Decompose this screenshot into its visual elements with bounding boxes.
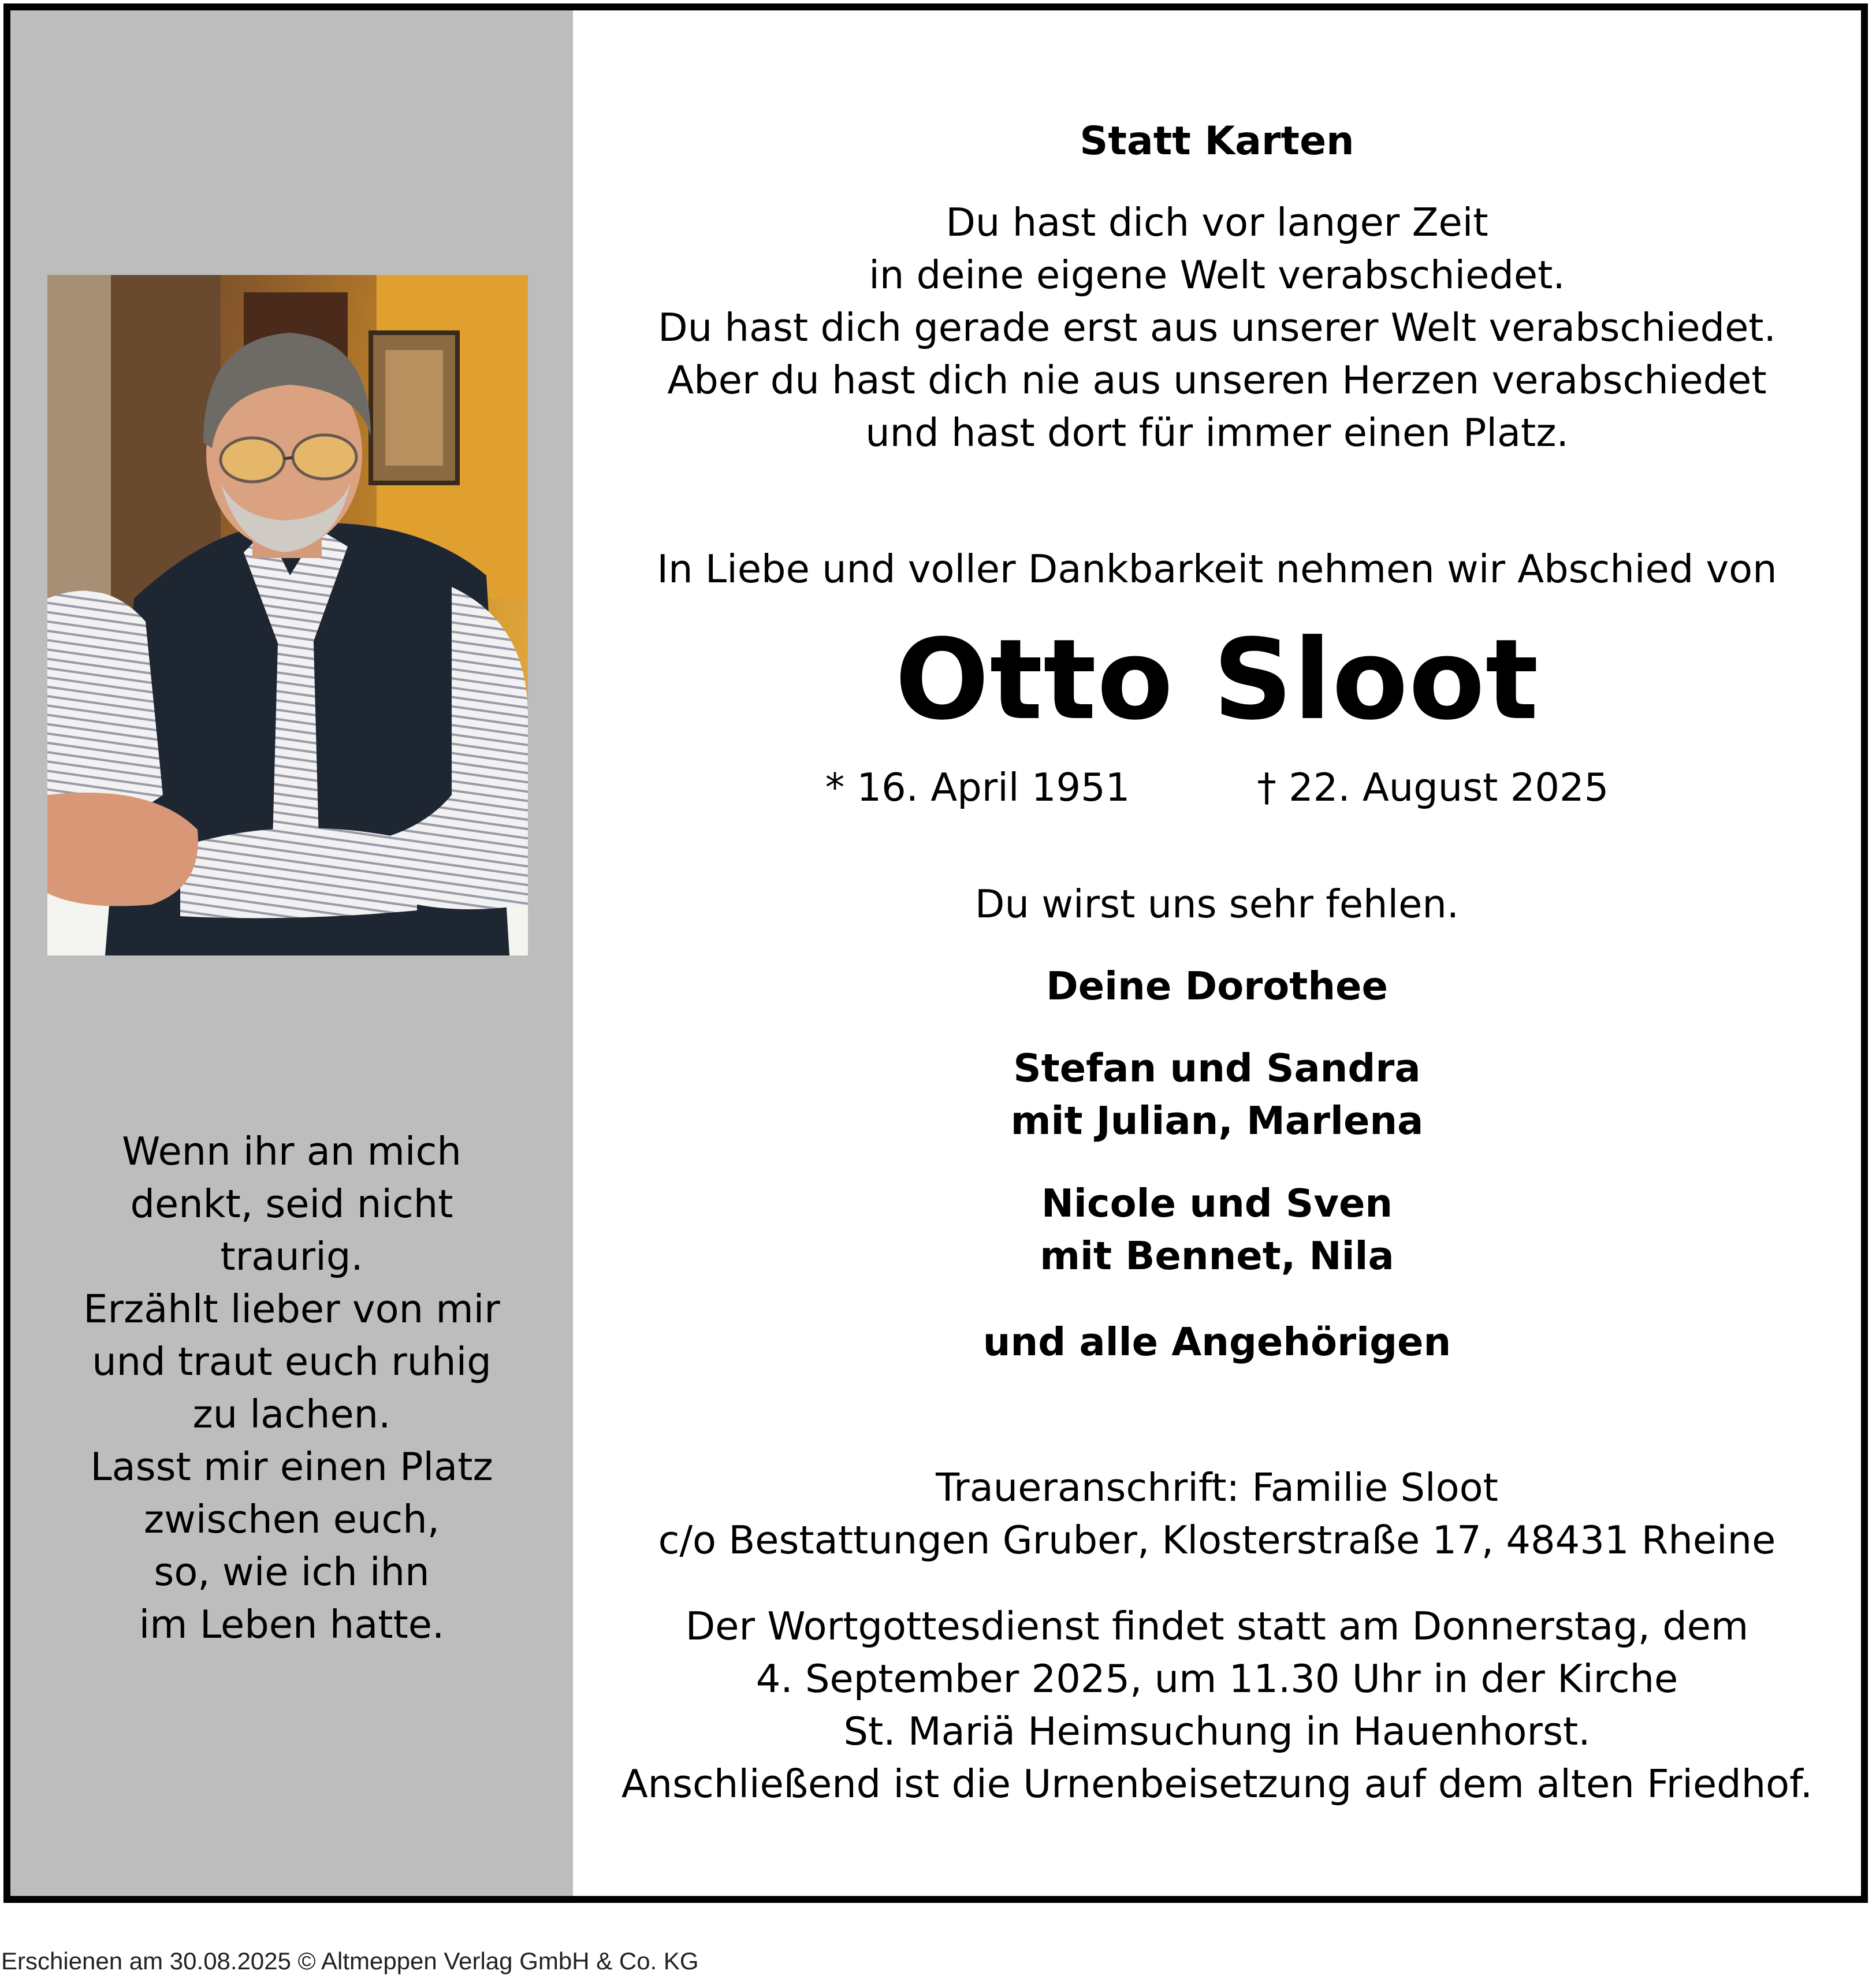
poem-line: Du hast dich gerade erst aus unserer Welt verabschiedet.	[658, 305, 1776, 350]
side-poem-line: und traut euch ruhig	[92, 1339, 492, 1384]
poem-line: in deine eigene Welt verabschiedet.	[869, 252, 1565, 298]
mourner-line: und alle Angehörigen	[982, 1319, 1451, 1364]
closing-line: Du wirst uns sehr fehlen.	[974, 882, 1460, 927]
mourner-line: Stefan und Sandra	[1013, 1046, 1421, 1091]
side-poem-line: im Leben hatte.	[139, 1602, 445, 1647]
service-line: Anschließend ist die Urnenbeisetzung auf dem alten Friedhof.	[621, 1761, 1813, 1806]
service-line: Der Wortgottesdienst findet statt am Donnerstag, dem	[685, 1604, 1749, 1649]
farewell-intro: In Liebe und voller Dankbarkeit nehmen wir Abschied von	[657, 546, 1777, 592]
life-dates	[573, 761, 1861, 814]
side-poem-line: zwischen euch,	[143, 1497, 440, 1542]
side-poem-line: zu lachen.	[192, 1392, 391, 1437]
birth-date: * 16. April 1951	[825, 765, 1130, 810]
mourner-line: Deine Dorothee	[1046, 964, 1388, 1009]
publication-footer: Erschienen am 30.08.2025 © Altmeppen Verlag GmbH & Co. KG	[1, 1947, 699, 1975]
deceased-name: Otto Sloot	[895, 616, 1539, 745]
side-poem	[10, 1125, 573, 1651]
portrait-photo	[47, 275, 528, 955]
side-poem-line: denkt, seid nicht	[130, 1181, 453, 1226]
poem-line: Aber du hast dich nie aus unseren Herzen verabschiedet	[667, 358, 1767, 403]
side-poem-line: so, wie ich ihn	[154, 1549, 430, 1594]
sidebar-panel	[10, 10, 573, 1896]
service-info	[573, 1600, 1861, 1810]
poem-line: Du hast dich vor langer Zeit	[946, 200, 1488, 245]
service-line: 4. September 2025, um 11.30 Uhr in der Kirche	[755, 1656, 1678, 1701]
obituary-notice	[3, 3, 1868, 1903]
mourner-line: mit Bennet, Nila	[1040, 1233, 1394, 1278]
side-poem-line: Lasst mir einen Platz	[90, 1444, 493, 1489]
address-line: c/o Bestattungen Gruber, Klosterstraße 17, 48431 Rheine	[658, 1518, 1776, 1563]
death-date: † 22. August 2025	[1257, 765, 1609, 810]
mourner-line: mit Julian, Marlena	[1010, 1098, 1424, 1143]
side-poem-line: Wenn ihr an mich	[122, 1129, 461, 1174]
main-content	[573, 10, 1861, 1896]
service-line: St. Mariä Heimsuchung in Hauenhorst.	[843, 1709, 1591, 1754]
mourner-family-2	[573, 1177, 1861, 1282]
side-poem-line: Erzählt lieber von mir	[83, 1287, 500, 1332]
mourning-address	[573, 1462, 1861, 1567]
mourner-family-1	[573, 1042, 1861, 1147]
mourner-line: Nicole und Sven	[1041, 1181, 1393, 1226]
poem	[573, 196, 1861, 459]
header-statt-karten: Statt Karten	[1080, 118, 1354, 164]
mourner-spouse	[573, 960, 1861, 1013]
address-line: Traueranschrift: Familie Sloot	[936, 1465, 1498, 1510]
poem-line: und hast dort für immer einen Platz.	[865, 410, 1569, 455]
mourner-others	[573, 1316, 1861, 1369]
side-poem-line: traurig.	[220, 1234, 363, 1279]
